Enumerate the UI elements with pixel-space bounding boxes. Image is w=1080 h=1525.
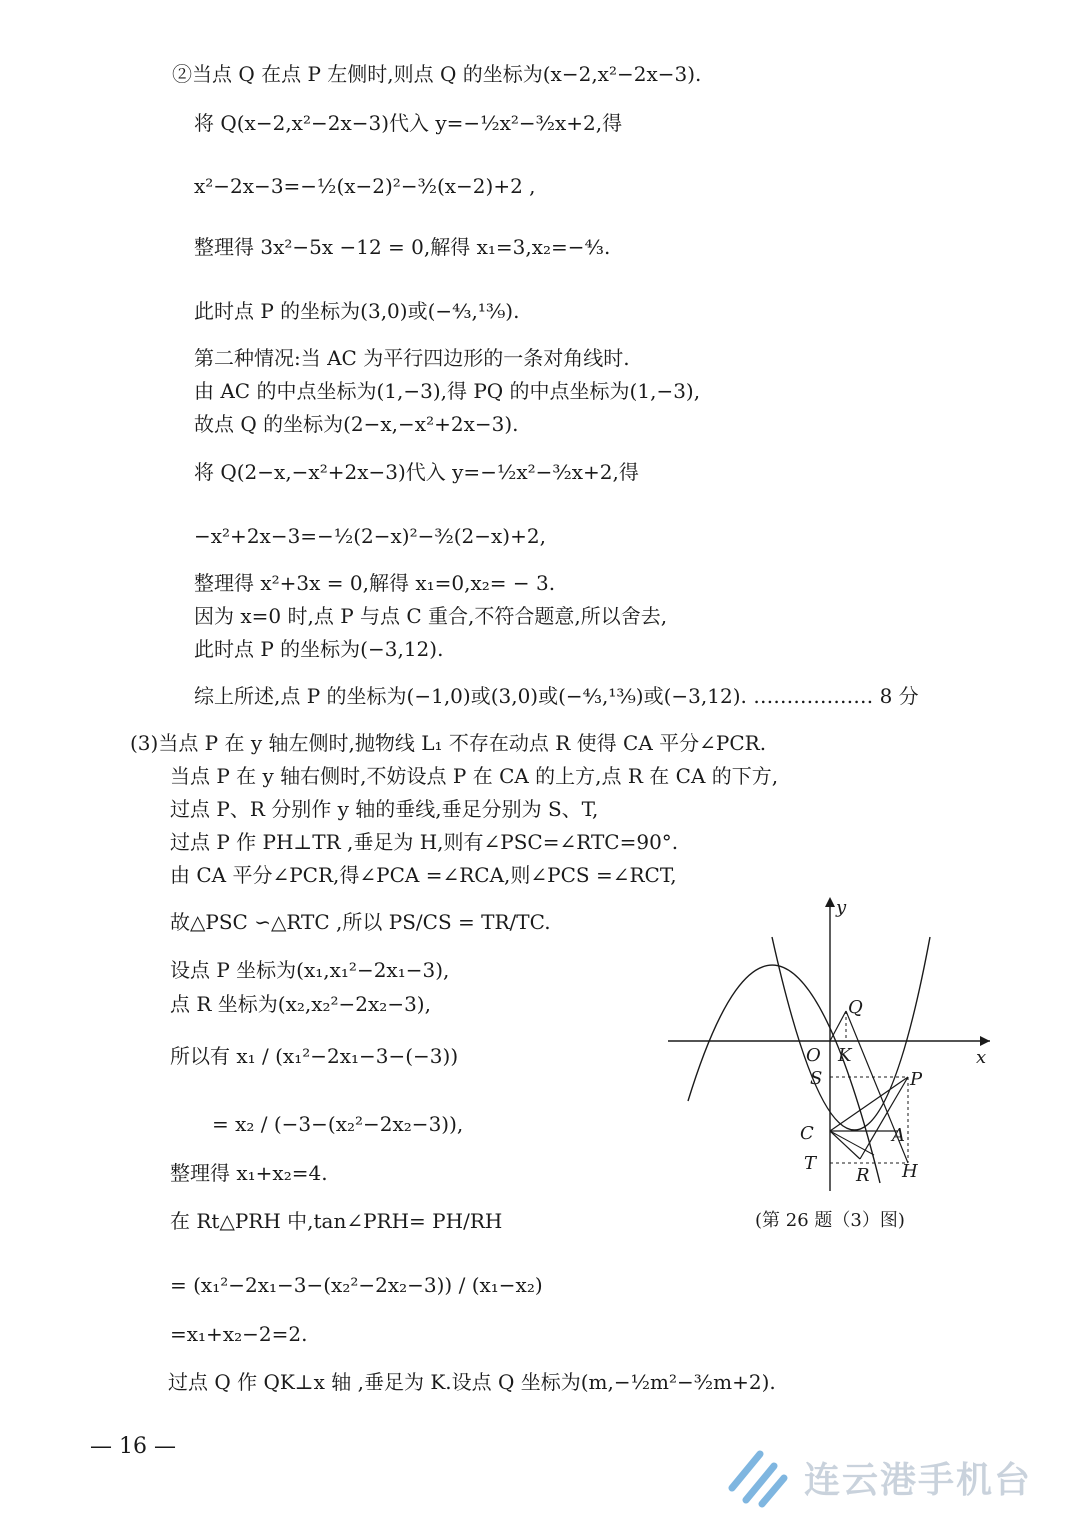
text-line-15: (3)当点 P 在 y 轴左侧时,抛物线 L₁ 不存在动点 R 使得 CA 平分∠PCR. xyxy=(130,731,767,755)
parabola-l1 xyxy=(772,937,930,1130)
text-line-27: = (x₁²−2x₁−3−(x₂²−2x₂−3)) / (x₁−x₂) xyxy=(170,1273,543,1297)
text-line-22: 点 R 坐标为(x₂,x₂²−2x₂−3), xyxy=(170,992,431,1016)
text-line-11: 整理得 x²+3x = 0,解得 x₁=0,x₂= − 3. xyxy=(194,571,556,595)
label-c: C xyxy=(800,1123,814,1144)
label-a: A xyxy=(892,1125,905,1146)
text-line-1: ②当点 Q 在点 P 左侧时,则点 Q 的坐标为(x−2,x²−2x−3). xyxy=(172,62,702,86)
text-line-29: 过点 Q 作 QK⊥x 轴 ,垂足为 K.设点 Q 坐标为(m,−½m²−³⁄₂m+2). xyxy=(168,1370,776,1394)
label-p: P xyxy=(910,1069,923,1090)
text-line-14: 综上所述,点 P 的坐标为(−1,0)或(3,0)或(−⁴⁄₃,¹³⁄₉)或(−3,12). ……………… 8 分 xyxy=(194,684,919,708)
text-line-16: 当点 P 在 y 轴右侧时,不妨设点 P 在 CA 的上方,点 R 在 CA 的下方, xyxy=(170,764,779,788)
text-line-4: 整理得 3x²−5x −12 = 0,解得 x₁=3,x₂=−⁴⁄₃. xyxy=(194,235,611,259)
label-q: Q xyxy=(848,997,863,1018)
label-x: x xyxy=(976,1047,987,1068)
text-line-9: 将 Q(2−x,−x²+2x−3)代入 y=−½x²−³⁄₂x+2,得 xyxy=(194,460,639,484)
text-line-10: −x²+2x−3=−½(2−x)²−³⁄₂(2−x)+2, xyxy=(194,524,546,548)
text-line-24: = x₂ / (−3−(x₂²−2x₂−3)), xyxy=(212,1112,464,1136)
text-line-6: 第二种情况:当 AC 为平行四边形的一条对角线时. xyxy=(194,346,630,370)
page-number: — 16 — xyxy=(90,1434,176,1459)
text-line-23: 所以有 x₁ / (x₁²−2x₁−3−(−3)) xyxy=(170,1044,459,1068)
text-line-19: 由 CA 平分∠PCR,得∠PCA =∠RCA,则∠PCS =∠RCT, xyxy=(170,863,677,887)
text-line-13: 此时点 P 的坐标为(−3,12). xyxy=(194,637,444,661)
text-line-21: 设点 P 坐标为(x₁,x₁²−2x₁−3), xyxy=(170,958,450,982)
label-s: S xyxy=(810,1068,823,1089)
segment-oq xyxy=(830,1011,846,1041)
label-r: R xyxy=(856,1165,870,1186)
text-line-3: x²−2x−3=−½(x−2)²−³⁄₂(x−2)+2 , xyxy=(194,174,536,198)
text-line-17: 过点 P、R 分别作 y 轴的垂线,垂足分别为 S、T, xyxy=(170,797,599,821)
text-line-7: 由 AC 的中点坐标为(1,−3),得 PQ 的中点坐标为(1,−3), xyxy=(194,379,701,403)
text-line-5: 此时点 P 的坐标为(3,0)或(−⁴⁄₃,¹³⁄₉). xyxy=(194,299,520,323)
text-line-18: 过点 P 作 PH⊥TR ,垂足为 H,则有∠PSC=∠RTC=90°. xyxy=(170,830,679,854)
label-h: H xyxy=(902,1161,918,1182)
text-line-26: 在 Rt△PRH 中,tan∠PRH= PH/RH xyxy=(170,1209,503,1233)
watermark xyxy=(724,1440,1054,1510)
text-line-28: =x₁+x₂−2=2. xyxy=(170,1322,308,1346)
parabola-figure xyxy=(668,893,998,1193)
x-axis-arrow xyxy=(980,1036,990,1046)
label-t: T xyxy=(804,1153,817,1174)
text-line-2: 将 Q(x−2,x²−2x−3)代入 y=−½x²−³⁄₂x+2,得 xyxy=(194,111,623,135)
text-line-20: 故△PSC ∽△RTC ,所以 PS/CS = TR/TC. xyxy=(170,910,551,934)
label-k: K xyxy=(838,1045,852,1066)
text-line-8: 故点 Q 的坐标为(2−x,−x²+2x−3). xyxy=(194,412,519,436)
figure-caption: (第 26 题（3）图) xyxy=(755,1210,905,1231)
label-y: y xyxy=(836,897,847,918)
watermark-logo-icon xyxy=(724,1440,794,1510)
label-o: O xyxy=(806,1045,821,1066)
text-line-12: 因为 x=0 时,点 P 与点 C 重合,不符合题意,所以舍去, xyxy=(194,604,668,628)
text-line-25: 整理得 x₁+x₂=4. xyxy=(170,1161,328,1185)
watermark-text: 连云港手机台 xyxy=(804,1460,1033,1501)
y-axis-arrow xyxy=(825,897,835,907)
